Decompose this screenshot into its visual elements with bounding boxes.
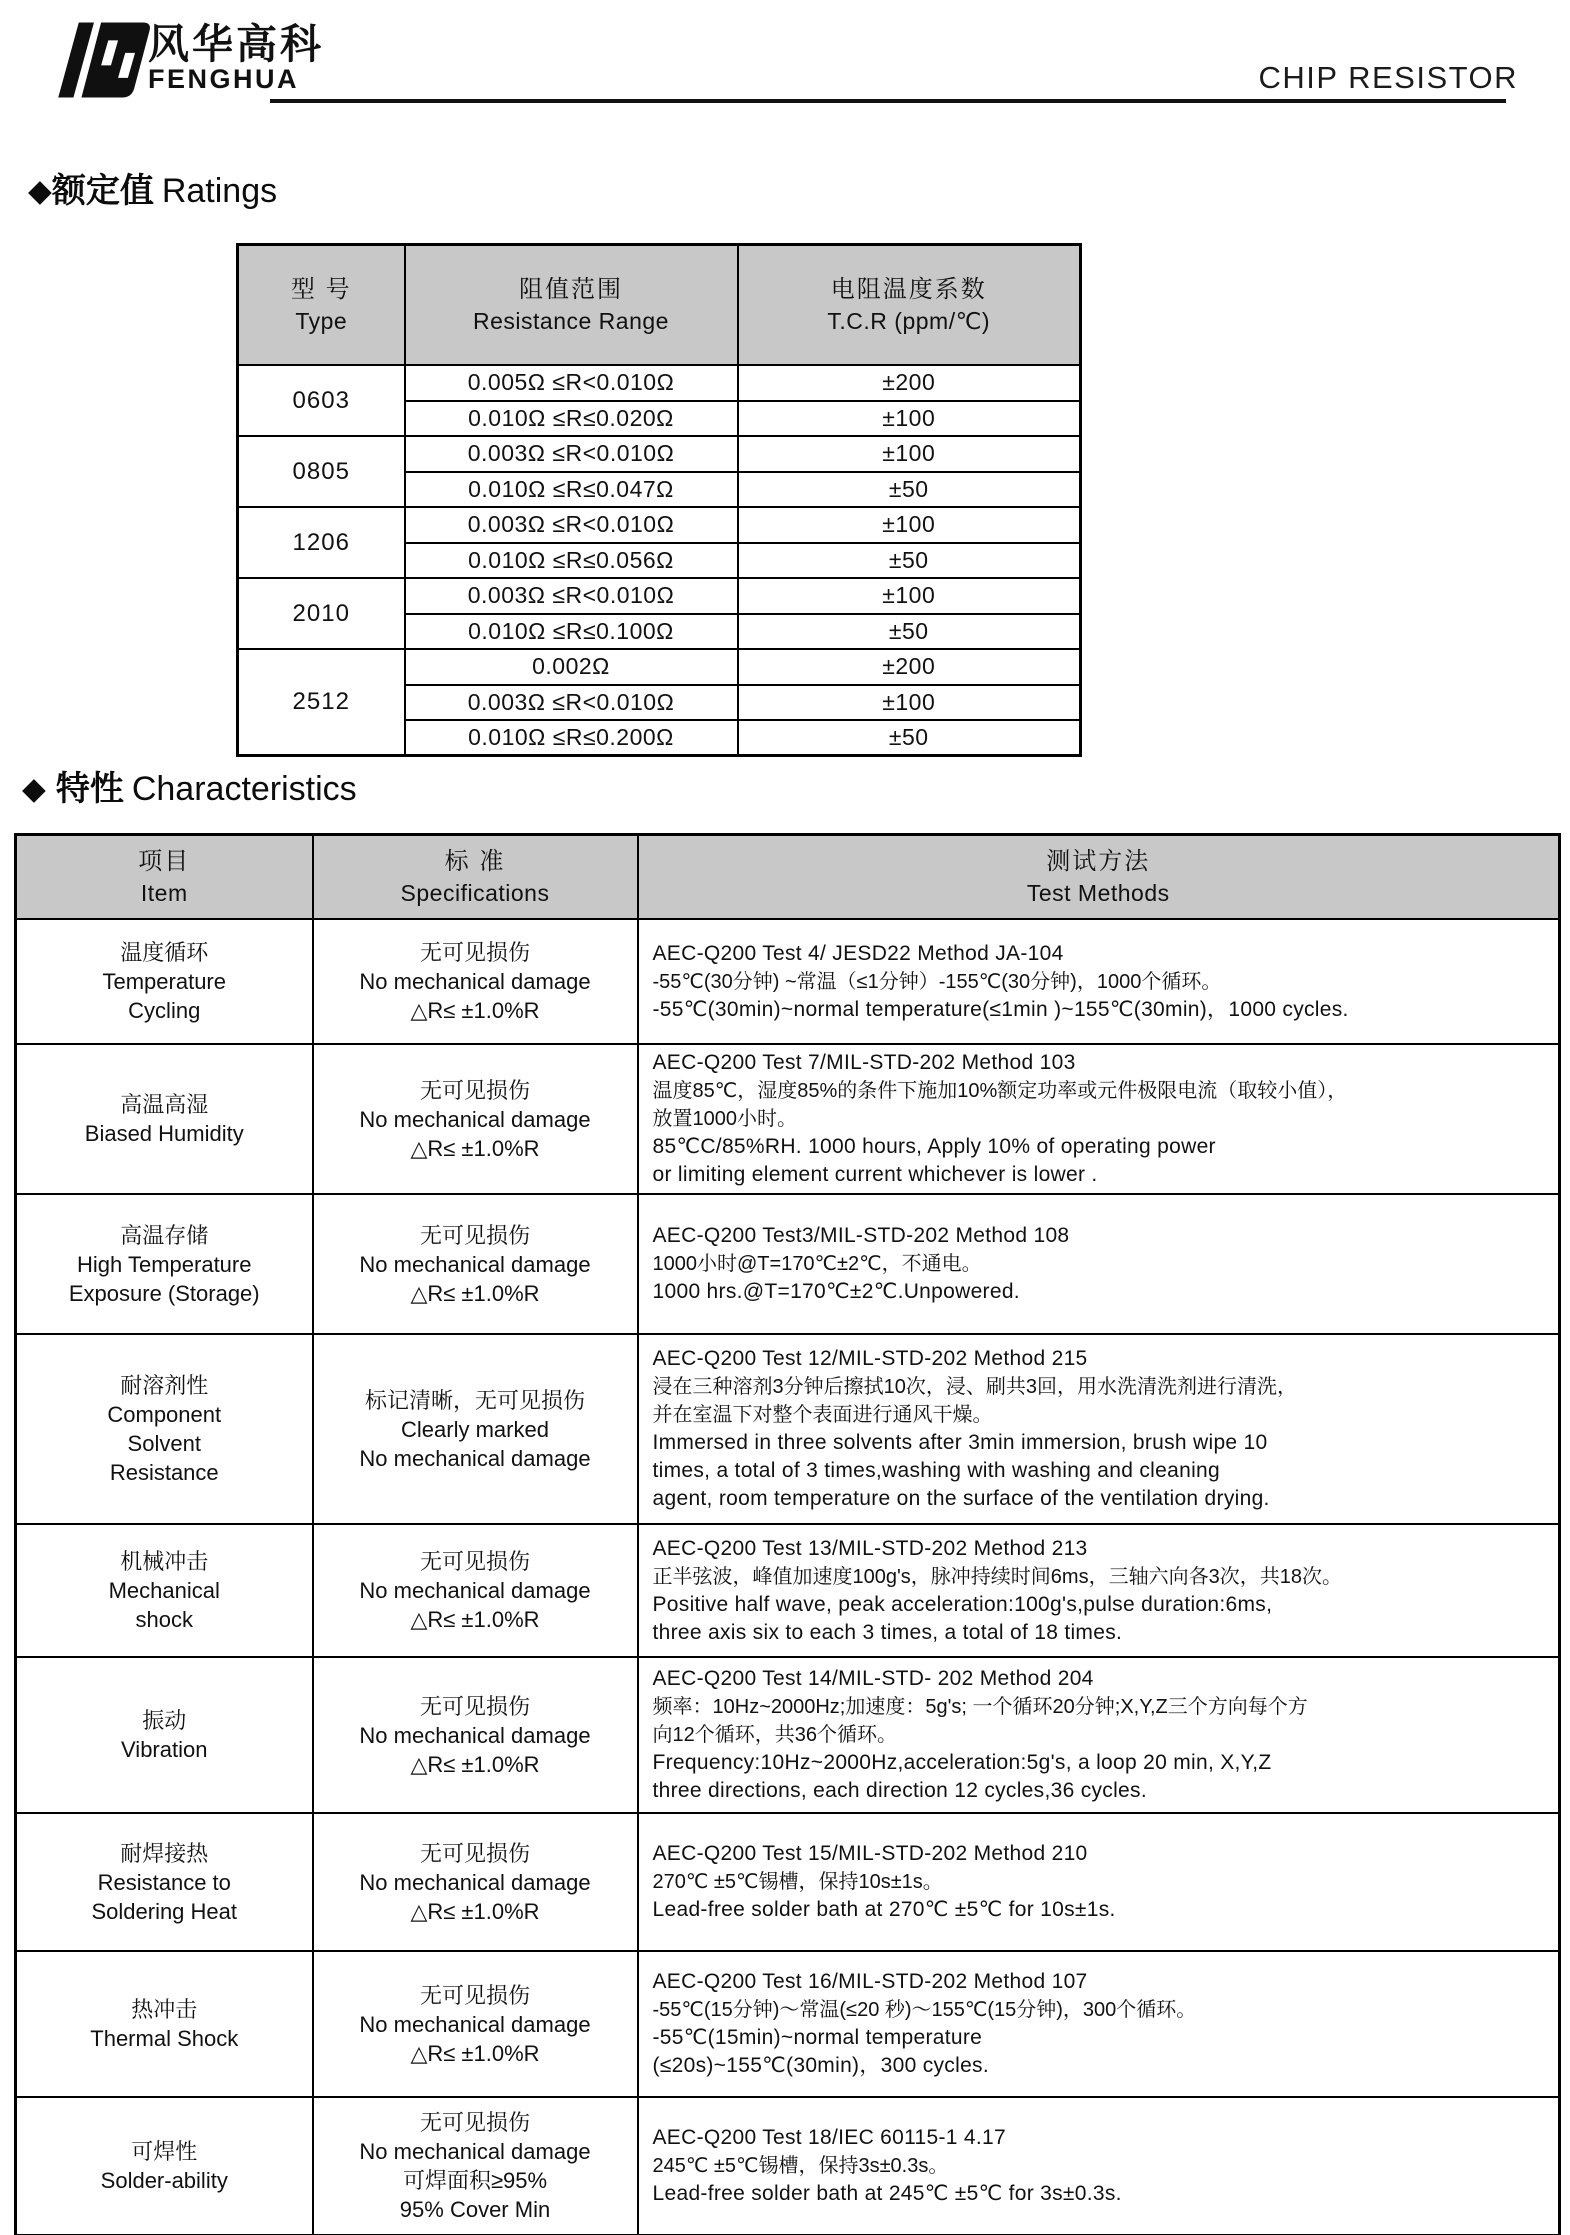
type-cell: 2010 xyxy=(238,578,405,649)
resistance-range-cell: 0.002Ω xyxy=(405,649,738,685)
spec-line: △R≤ ±1.0%R xyxy=(410,2040,540,2066)
spec-cell xyxy=(313,1044,638,1194)
item-line: 高温存储 xyxy=(120,1222,209,1248)
spec-line: No mechanical damage xyxy=(359,2138,591,2164)
test-line: 1000 hrs.@T=170℃±2℃.Unpowered. xyxy=(652,1280,1020,1303)
ratings-col-type-cn: 型 号 xyxy=(290,276,352,303)
test-line: three directions, each direction 12 cycles,36 cycles. xyxy=(652,1779,1147,1802)
item-line: Resistance to xyxy=(97,1869,231,1895)
spec-cell xyxy=(313,2097,638,2235)
resistance-range-cell: 0.010Ω ≤R≤0.047Ω xyxy=(405,472,738,508)
spec-line: 无可见损伤 xyxy=(419,1982,530,2008)
test-line: or limiting element current whichever is lower . xyxy=(652,1163,1098,1186)
ratings-row xyxy=(238,507,1081,543)
item-cell xyxy=(16,919,313,1044)
test-cell xyxy=(638,1334,1560,1524)
characteristics-row xyxy=(16,1524,1560,1657)
ratings-title-en: Ratings xyxy=(161,172,278,210)
item-line: Cycling xyxy=(128,998,201,1023)
characteristics-col-item-cn: 项目 xyxy=(138,848,191,875)
spec-cell xyxy=(313,1813,638,1951)
spec-line: 无可见损伤 xyxy=(419,940,530,965)
item-line: High Temperature xyxy=(77,1251,252,1277)
characteristics-col-spec-cn: 标 准 xyxy=(444,848,506,875)
item-line: 温度循环 xyxy=(120,940,209,965)
test-line: agent, room temperature on the surface of the ventilation drying. xyxy=(652,1487,1270,1510)
spec-line: △R≤ ±1.0%R xyxy=(410,1135,540,1161)
characteristics-row xyxy=(16,1657,1560,1813)
test-line: Frequency:10Hz~2000Hz,acceleration:5g's, a loop 20 min, X,Y,Z xyxy=(652,1751,1272,1774)
resistance-range-cell: 0.010Ω ≤R≤0.200Ω xyxy=(405,720,738,756)
spec-line: 无可见损伤 xyxy=(419,1549,530,1574)
tcr-cell: ±100 xyxy=(738,685,1081,721)
characteristics-section-title xyxy=(22,761,357,810)
item-line: 热冲击 xyxy=(131,1997,198,2022)
test-line: -55℃(15min)~normal temperature xyxy=(652,2026,983,2049)
tcr-cell: ±50 xyxy=(738,472,1081,508)
item-cell xyxy=(16,1657,313,1813)
item-line: 机械冲击 xyxy=(120,1549,209,1574)
characteristics-title-en: Characteristics xyxy=(131,770,357,808)
test-cell xyxy=(638,1951,1560,2097)
test-line: Immersed in three solvents after 3min immersion, brush wipe 10 xyxy=(652,1431,1268,1454)
test-cell xyxy=(638,1813,1560,1951)
item-line: 振动 xyxy=(142,1708,187,1733)
characteristics-header-row xyxy=(16,835,1560,920)
test-line: 245℃ ±5℃锡槽，保持3s±0.3s。 xyxy=(652,2154,949,2177)
tcr-cell: ±50 xyxy=(738,720,1081,756)
test-line: AEC-Q200 Test 16/MIL-STD-202 Method 107 xyxy=(652,1970,1088,1993)
spec-line: No mechanical damage xyxy=(359,2011,591,2037)
test-cell xyxy=(638,1657,1560,1813)
ratings-row xyxy=(238,365,1081,401)
test-line: 正半弦波，峰值加速度100g's，脉冲持续时间6ms，三轴六向各3次，共18次。 xyxy=(652,1565,1342,1588)
characteristics-col-item-en: Item xyxy=(140,880,188,906)
spec-line: No mechanical damage xyxy=(359,1869,591,1895)
item-line: Temperature xyxy=(102,969,226,994)
test-line: 放置1000小时。 xyxy=(652,1108,797,1130)
resistance-range-cell: 0.010Ω ≤R≤0.020Ω xyxy=(405,401,738,437)
test-cell xyxy=(638,2097,1560,2235)
ratings-col-type xyxy=(238,245,405,366)
spec-line: No mechanical damage xyxy=(359,1445,591,1471)
item-line: 可焊性 xyxy=(131,2138,198,2164)
ratings-row xyxy=(238,436,1081,472)
spec-line: No mechanical damage xyxy=(359,1106,591,1132)
spec-line: △R≤ ±1.0%R xyxy=(410,1751,540,1777)
ratings-col-range-cn: 阻值范围 xyxy=(519,276,623,303)
spec-line: No mechanical damage xyxy=(359,1722,591,1748)
ratings-col-tcr-en: T.C.R (ppm/℃) xyxy=(827,308,991,334)
test-line: AEC-Q200 Test 18/IEC 60115-1 4.17 xyxy=(652,2125,1006,2149)
test-cell xyxy=(638,919,1560,1044)
brand-block xyxy=(148,22,324,93)
ratings-col-tcr-cn: 电阻温度系数 xyxy=(830,276,987,303)
diamond-icon: ◆ xyxy=(22,771,46,806)
characteristics-col-spec-en: Specifications xyxy=(400,880,550,906)
test-line: AEC-Q200 Test 13/MIL-STD-202 Method 213 xyxy=(652,1536,1088,1560)
characteristics-col-test-cn: 测试方法 xyxy=(1046,848,1151,875)
spec-cell xyxy=(313,1657,638,1813)
item-cell xyxy=(16,1334,313,1524)
test-line: 浸在三种溶剂3分钟后擦拭10次，浸、刷共3回，用水洗清洗剂进行清洗， xyxy=(652,1376,1297,1398)
type-cell: 2512 xyxy=(238,649,405,756)
item-line: Solder-ability xyxy=(100,2167,228,2193)
spec-line: 95% Cover Min xyxy=(399,2196,551,2222)
spec-cell xyxy=(313,919,638,1044)
spec-line: 无可见损伤 xyxy=(419,1077,530,1103)
item-line: 耐焊接热 xyxy=(120,1840,209,1866)
test-line: 1000小时@T=170℃±2℃，不通电。 xyxy=(652,1253,982,1275)
test-line: AEC-Q200 Test 15/MIL-STD-202 Method 210 xyxy=(652,1842,1088,1865)
item-line: Soldering Heat xyxy=(91,1898,238,1924)
characteristics-col-spec xyxy=(313,835,638,920)
item-line: Biased Humidity xyxy=(84,1121,244,1146)
ratings-col-type-en: Type xyxy=(295,308,348,334)
item-cell xyxy=(16,1951,313,2097)
spec-line: Clearly marked xyxy=(401,1416,549,1442)
header-divider xyxy=(270,99,1506,103)
characteristics-row xyxy=(16,1813,1560,1951)
spec-line: 无可见损伤 xyxy=(419,1840,530,1866)
item-cell xyxy=(16,1524,313,1657)
test-line: times, a total of 3 times,washing with washing and cleaning xyxy=(652,1459,1220,1482)
test-line: Lead-free solder bath at 270℃ ±5℃ for 10s±1s. xyxy=(652,1898,1116,1921)
characteristics-row xyxy=(16,1334,1560,1524)
ratings-header-row xyxy=(238,245,1081,366)
resistance-range-cell: 0.003Ω ≤R<0.010Ω xyxy=(405,507,738,543)
characteristics-col-item xyxy=(16,835,313,920)
ratings-row xyxy=(238,578,1081,614)
test-line: 并在室温下对整个表面进行通风干燥。 xyxy=(652,1404,993,1426)
test-line: 频率：10Hz~2000Hz;加速度：5g's; 一个循环20分钟;X,Y,Z三个方向每个方 xyxy=(652,1696,1308,1718)
test-line: -55℃(30分钟) ~常温（≤1分钟）-155℃(30分钟)，1000个循环。 xyxy=(652,970,1222,993)
diamond-icon: ◆ xyxy=(28,173,52,208)
spec-line: 无可见损伤 xyxy=(419,2109,530,2135)
spec-cell xyxy=(313,1524,638,1657)
item-line: Thermal Shock xyxy=(90,2026,239,2051)
tcr-cell: ±100 xyxy=(738,507,1081,543)
item-cell xyxy=(16,1044,313,1194)
test-line: -55℃(30min)~normal temperature(≤1min )~155℃(30min)，1000 cycles. xyxy=(652,997,1349,1021)
characteristics-row xyxy=(16,919,1560,1044)
test-line: (≤20s)~155℃(30min)，300 cycles. xyxy=(652,2054,989,2077)
item-line: Component xyxy=(107,1402,222,1427)
ratings-row xyxy=(238,649,1081,685)
tcr-cell: ±50 xyxy=(738,543,1081,579)
test-line: Lead-free solder bath at 245℃ ±5℃ for 3s±0.3s. xyxy=(652,2181,1122,2205)
spec-cell xyxy=(313,1334,638,1524)
test-line: 85℃C/85%RH. 1000 hours, Apply 10% of operating power xyxy=(652,1135,1216,1158)
ratings-col-range-en: Resistance Range xyxy=(473,308,669,334)
characteristics-table xyxy=(14,833,1561,2235)
item-cell xyxy=(16,2097,313,2235)
type-cell: 0805 xyxy=(238,436,405,507)
tcr-cell: ±200 xyxy=(738,365,1081,401)
spec-line: △R≤ ±1.0%R xyxy=(410,1280,540,1306)
ratings-table xyxy=(236,243,1082,757)
ratings-col-range xyxy=(405,245,738,366)
test-line: AEC-Q200 Test 7/MIL-STD-202 Method 103 xyxy=(652,1051,1076,1074)
tcr-cell: ±100 xyxy=(738,401,1081,437)
resistance-range-cell: 0.003Ω ≤R<0.010Ω xyxy=(405,685,738,721)
item-line: Solvent xyxy=(127,1431,201,1456)
characteristics-title-cn: 特性 xyxy=(55,770,124,808)
characteristics-table-body xyxy=(16,919,1560,2235)
test-cell xyxy=(638,1524,1560,1657)
test-line: three axis six to each 3 times, a total of 18 times. xyxy=(652,1620,1123,1644)
ratings-col-tcr xyxy=(738,245,1081,366)
tcr-cell: ±200 xyxy=(738,649,1081,685)
registered-trademark: ® xyxy=(128,22,141,41)
ratings-section-title xyxy=(28,163,277,212)
resistance-range-cell: 0.010Ω ≤R≤0.056Ω xyxy=(405,543,738,579)
page-title: CHIP RESISTOR xyxy=(1258,60,1518,95)
characteristics-col-test-en: Test Methods xyxy=(1026,880,1170,906)
spec-line: 无可见损伤 xyxy=(419,1222,530,1248)
ratings-table-body xyxy=(238,365,1081,756)
characteristics-row xyxy=(16,1951,1560,2097)
brand-name-cn: 风华高科 xyxy=(148,21,324,67)
resistance-range-cell: 0.010Ω ≤R≤0.100Ω xyxy=(405,614,738,650)
type-cell: 1206 xyxy=(238,507,405,578)
characteristics-row xyxy=(16,2097,1560,2235)
item-line: 高温高湿 xyxy=(120,1092,209,1117)
test-line: 向12个循环，共36个循环。 xyxy=(652,1724,897,1746)
item-line: Vibration xyxy=(121,1737,208,1762)
item-line: 耐溶剂性 xyxy=(120,1373,209,1398)
spec-line: No mechanical damage xyxy=(359,1578,591,1603)
test-line: -55℃(15分钟)～常温(≤20 秒)～155℃(15分钟)，300个循环。 xyxy=(652,1999,1197,2021)
test-cell xyxy=(638,1194,1560,1334)
tcr-cell: ±50 xyxy=(738,614,1081,650)
item-line: Exposure (Storage) xyxy=(68,1280,260,1306)
characteristics-col-test xyxy=(638,835,1560,920)
spec-cell xyxy=(313,1951,638,2097)
resistance-range-cell: 0.005Ω ≤R<0.010Ω xyxy=(405,365,738,401)
item-line: Mechanical xyxy=(108,1578,220,1603)
test-line: AEC-Q200 Test 12/MIL-STD-202 Method 215 xyxy=(652,1347,1088,1370)
resistance-range-cell: 0.003Ω ≤R<0.010Ω xyxy=(405,436,738,472)
test-line: 270℃ ±5℃锡槽，保持10s±1s。 xyxy=(652,1871,943,1893)
fenghua-logo xyxy=(52,16,162,108)
spec-line: 可焊面积≥95% xyxy=(402,2167,548,2193)
test-line: AEC-Q200 Test3/MIL-STD-202 Method 108 xyxy=(652,1224,1070,1247)
item-line: shock xyxy=(135,1607,193,1632)
tcr-cell: ±100 xyxy=(738,578,1081,614)
tcr-cell: ±100 xyxy=(738,436,1081,472)
type-cell: 0603 xyxy=(238,365,405,436)
spec-line: △R≤ ±1.0%R xyxy=(410,1607,540,1632)
spec-cell xyxy=(313,1194,638,1334)
test-line: 温度85℃，湿度85%的条件下施加10%额定功率或元件极限电流（取较小值）， xyxy=(652,1080,1348,1102)
spec-line: No mechanical damage xyxy=(359,1251,591,1277)
spec-line: △R≤ ±1.0%R xyxy=(410,1898,540,1924)
spec-line: No mechanical damage xyxy=(359,969,591,994)
test-line: AEC-Q200 Test 14/MIL-STD- 202 Method 204 xyxy=(652,1667,1094,1690)
test-cell xyxy=(638,1044,1560,1194)
spec-line: 无可见损伤 xyxy=(419,1693,530,1719)
characteristics-row xyxy=(16,1194,1560,1334)
item-cell xyxy=(16,1194,313,1334)
resistance-range-cell: 0.003Ω ≤R<0.010Ω xyxy=(405,578,738,614)
test-line: Positive half wave, peak acceleration:100g's,pulse duration:6ms, xyxy=(652,1592,1273,1616)
test-line: AEC-Q200 Test 4/ JESD22 Method JA-104 xyxy=(652,941,1064,965)
item-cell xyxy=(16,1813,313,1951)
brand-name-en: FENGHUA xyxy=(148,64,299,94)
spec-line: △R≤ ±1.0%R xyxy=(410,998,540,1023)
ratings-title-cn: 额定值 xyxy=(51,172,154,210)
item-line: Resistance xyxy=(109,1460,219,1485)
characteristics-row xyxy=(16,1044,1560,1194)
spec-line: 标记清晰，无可见损伤 xyxy=(364,1387,585,1413)
